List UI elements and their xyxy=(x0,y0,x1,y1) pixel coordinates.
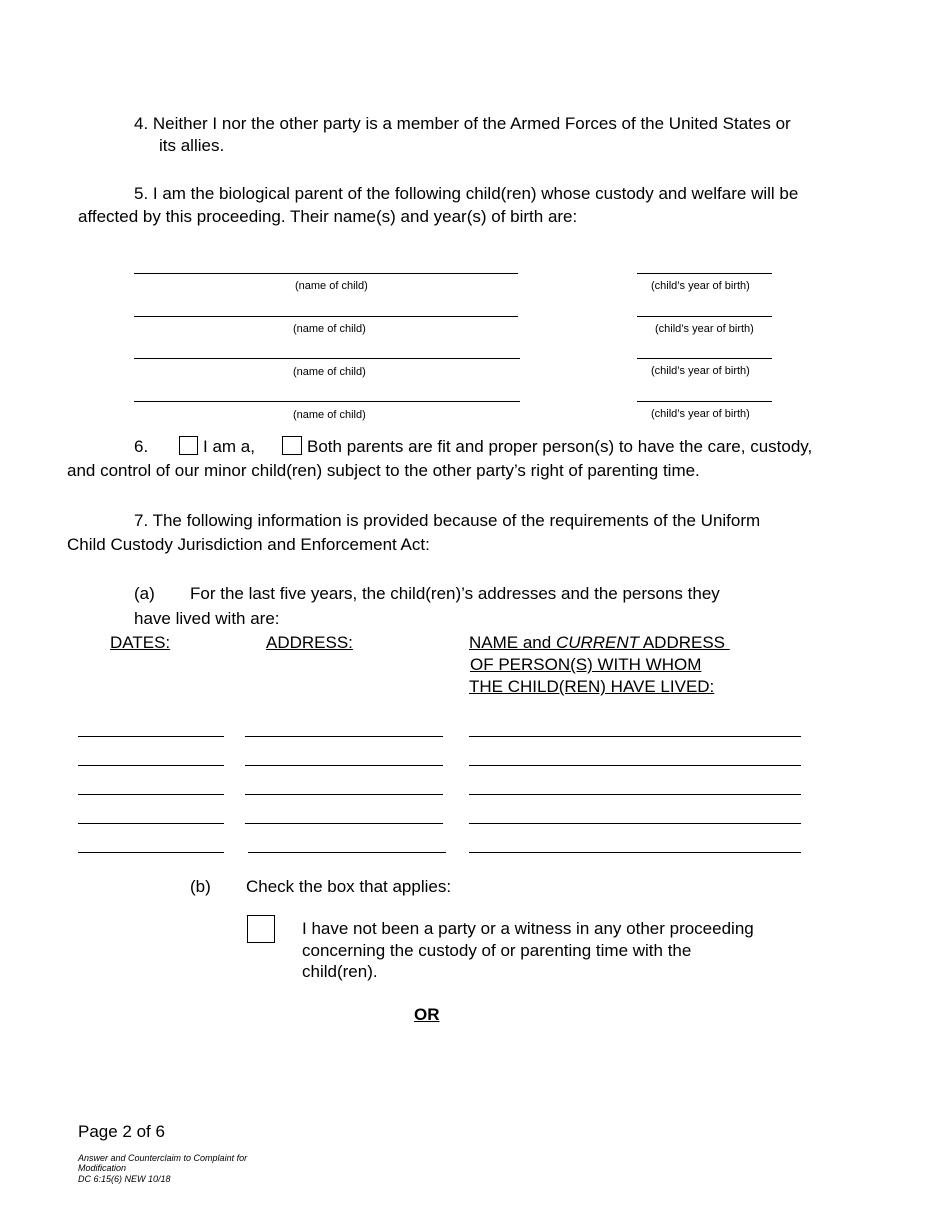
address-field[interactable] xyxy=(245,736,443,737)
dates-field[interactable] xyxy=(78,765,224,766)
column-header-name-line2: OF PERSON(S) WITH WHOM xyxy=(470,655,702,674)
item7-line1: 7. The following information is provided because of the requirements of the Uniform xyxy=(134,511,761,530)
child-name-caption: (name of child) xyxy=(295,280,368,292)
address-field[interactable] xyxy=(248,852,446,853)
dates-field[interactable] xyxy=(78,736,224,737)
item7a-line2: have lived with are: xyxy=(134,609,280,628)
child-name-caption: (name of child) xyxy=(293,366,366,378)
dates-field[interactable] xyxy=(78,823,224,824)
item5-line1: 5. I am the biological parent of the following child(ren) whose custody and welfare will be xyxy=(134,184,799,203)
dates-field[interactable] xyxy=(78,852,224,853)
column-header-dates: DATES: xyxy=(110,633,171,652)
item7a-line1: For the last five years, the child(ren)’s addresses and the persons they xyxy=(190,584,720,603)
column-header-address: ADDRESS: xyxy=(266,633,353,652)
person-address-field[interactable] xyxy=(469,794,801,795)
item7b-label: (b) xyxy=(190,877,211,896)
child-name-caption: (name of child) xyxy=(293,409,366,421)
item6-option1-label: I am a, xyxy=(203,437,255,456)
item5-line2: affected by this proceeding. Their name(s) and year(s) of birth are: xyxy=(78,207,578,226)
i-am-a-checkbox[interactable] xyxy=(179,436,198,455)
item7b-instruction: Check the box that applies: xyxy=(246,877,452,896)
or-separator: OR xyxy=(414,1005,440,1024)
no-other-proceeding-checkbox[interactable] xyxy=(247,915,275,943)
child-name-field-3[interactable] xyxy=(134,358,520,359)
address-field[interactable] xyxy=(245,794,443,795)
column-header-name-line1: NAME and CURRENT ADDRESS xyxy=(469,633,726,652)
child-name-field-1[interactable] xyxy=(134,273,518,274)
page-number: Page 2 of 6 xyxy=(78,1122,165,1141)
item7a-label: (a) xyxy=(134,584,155,603)
form-title-line2: Modification xyxy=(78,1163,127,1173)
person-address-field[interactable] xyxy=(469,823,801,824)
form-code: DC 6:15(6) NEW 10/18 xyxy=(78,1174,171,1184)
item4-line1: 4. Neither I nor the other party is a member of the Armed Forces of the United States or xyxy=(134,114,791,133)
item6-option2-label: Both parents are fit and proper person(s) to have the care, custody, xyxy=(307,437,813,456)
person-address-field[interactable] xyxy=(469,736,801,737)
person-address-field[interactable] xyxy=(469,765,801,766)
item7b-option1-line2: concerning the custody of or parenting time with the xyxy=(302,941,692,960)
column-header-name-line3: THE CHILD(REN) HAVE LIVED: xyxy=(469,677,715,696)
child-name-field-2[interactable] xyxy=(134,316,518,317)
child-year-caption: (child’s year of birth) xyxy=(651,365,750,377)
child-year-field-2[interactable] xyxy=(637,316,772,317)
item4-line2: its allies. xyxy=(159,136,225,155)
form-title-line1: Answer and Counterclaim to Complaint for xyxy=(78,1153,248,1163)
item7b-option1-line1: I have not been a party or a witness in any other proceeding xyxy=(302,919,754,938)
both-parents-checkbox[interactable] xyxy=(282,436,302,455)
item7b-option1-line3: child(ren). xyxy=(302,962,378,981)
child-year-field-3[interactable] xyxy=(637,358,772,359)
item6-line2: and control of our minor child(ren) subject to the other party’s right of parenting time. xyxy=(67,461,700,480)
child-year-field-1[interactable] xyxy=(637,273,772,274)
child-name-caption: (name of child) xyxy=(293,323,366,335)
address-field[interactable] xyxy=(245,765,443,766)
child-year-caption: (child’s year of birth) xyxy=(651,408,750,420)
address-field[interactable] xyxy=(245,823,443,824)
item6-number: 6. xyxy=(134,437,149,456)
item7-line2: Child Custody Jurisdiction and Enforcement Act: xyxy=(67,535,430,554)
child-year-caption: (child’s year of birth) xyxy=(655,323,754,335)
child-name-field-4[interactable] xyxy=(134,401,520,402)
child-year-caption: (child’s year of birth) xyxy=(651,280,750,292)
child-year-field-4[interactable] xyxy=(637,401,772,402)
dates-field[interactable] xyxy=(78,794,224,795)
person-address-field[interactable] xyxy=(469,852,801,853)
